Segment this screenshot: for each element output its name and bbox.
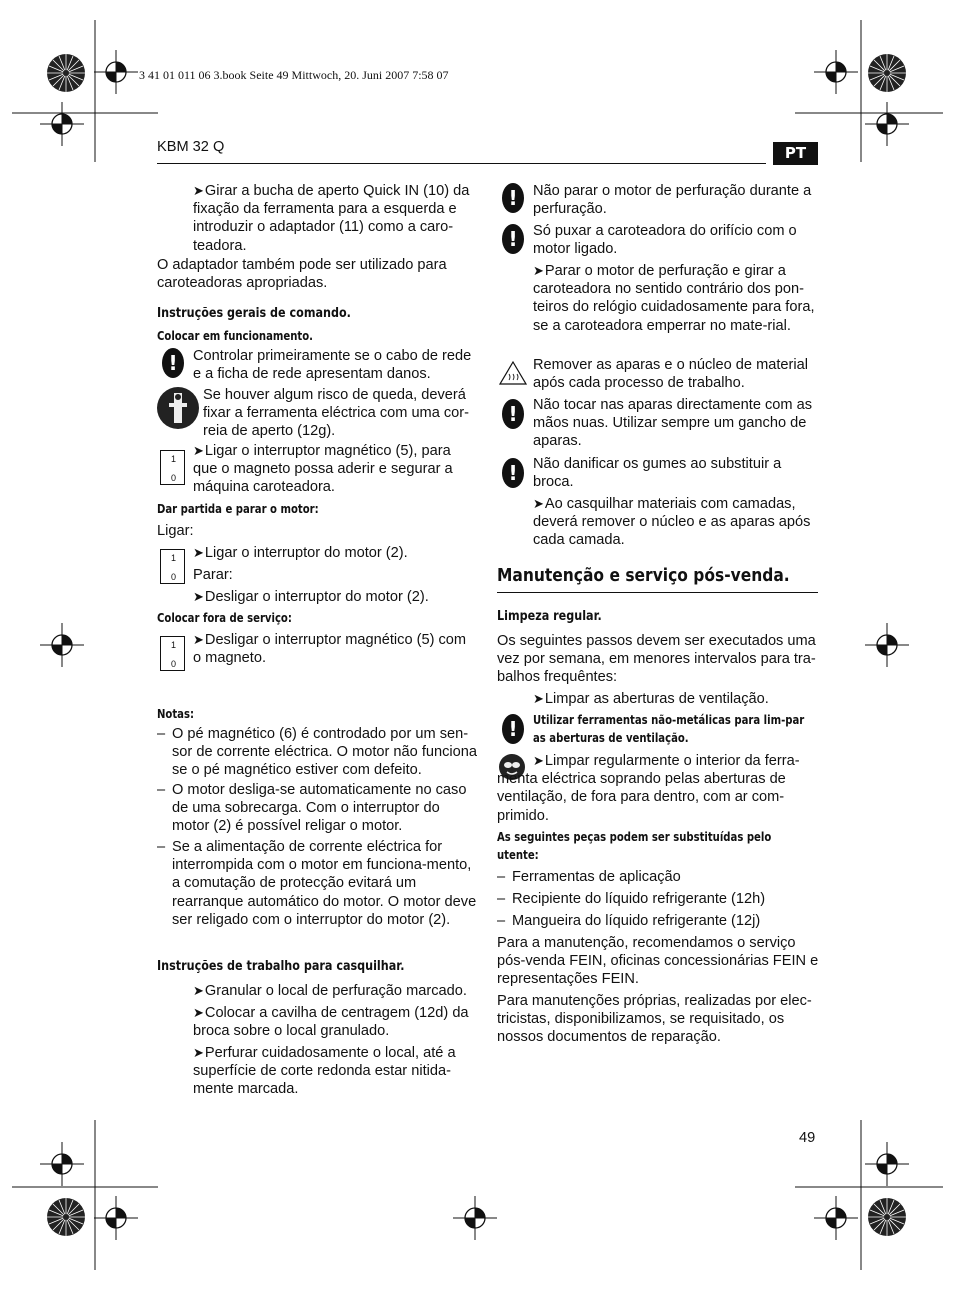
hot-remove-text: Remover as aparas e o núcleo de material após cada processo de trabalho.	[533, 357, 808, 392]
clean-intro: Os seguintes passos devem ser executados uma vez por semana, em menores intervalos para tra-balhos frequêntes:	[497, 633, 816, 686]
parts-item: – Mangueira do líquido refrigerante (12j)	[497, 913, 761, 929]
motor-off-step: ➤ Desligar o interruptor do motor (2).	[193, 588, 476, 606]
off-heading: Colocar fora de serviço:	[157, 611, 292, 625]
check-cable-text: Controlar primeiramente se o cabo de rede e a ficha de rede apresentam danos.	[193, 348, 472, 383]
work-step: ➤ Colocar a cavilha de centragem (12d) da broca sobre o local granulado.	[193, 1004, 478, 1040]
intro-step: ➤ Girar a bucha de aperto Quick IN (10) da fixação da ferramenta para a esquerda e introduzir o adaptador (11) como a caro-teadora.	[193, 182, 476, 255]
parar-label: Parar:	[193, 567, 233, 583]
language-badge: PT	[773, 142, 818, 165]
page-number: 49	[799, 1130, 816, 1146]
clean-air-text: ➤ Limpar regularmente o interior da ferra-menta eléctrica soprando pelas aberturas de ventilação, de fora para dentro, com ar com-primido.	[497, 752, 819, 825]
maintenance-rule	[497, 592, 818, 593]
warn-pull-text: Só puxar a caroteadora do orifício com o motor ligado.	[533, 223, 797, 258]
warning-icon: !	[502, 714, 524, 744]
general-heading: Instruções gerais de comando.	[157, 306, 351, 321]
header-rule	[157, 163, 766, 164]
maintenance-heading: Manutenção e serviço pós-venda.	[497, 565, 790, 586]
work-step: ➤ Granular o local de perfuração marcado.	[193, 982, 478, 1000]
clean-heading: Limpeza regular.	[497, 609, 602, 624]
clean-step: ➤ Limpar as aberturas de ventilação.	[533, 690, 818, 708]
magnet-on-step: ➤ Ligar o interruptor magnético (5), para que o magneto possa aderir e segurar a máquina caroteadora.	[193, 442, 476, 497]
parts-heading: As seguintes peças podem ser substituídas pelo utente:	[497, 830, 772, 862]
intro-note: O adaptador também pode ser utilizado para caroteadoras apropriadas.	[157, 257, 447, 292]
switch-icon: 1 0	[160, 450, 185, 485]
warning-icon: !	[502, 458, 524, 488]
notes-heading: Notas:	[157, 707, 195, 721]
warning-icon: !	[162, 348, 184, 378]
stop-motor-step: ➤ Parar o motor de perfuração e girar a caroteadora no sentido contrário dos pon-teiros do relógio cuidadosamente para fora, se a caroteadora emperrar no mate-rial.	[533, 262, 818, 335]
warning-icon: !	[502, 399, 524, 429]
ligar-label: Ligar:	[157, 523, 194, 539]
notes-item: – Se a alimentação de corrente eléctrica for interrompida com o motor em funciona-mento, a comutação de protecção evitará um rearranque automático do motor. O motor deve ser religado com o interruptor do motor (2).	[157, 839, 477, 928]
parts-item: – Ferramentas de aplicação	[497, 869, 681, 885]
switch-icon: 1 0	[160, 636, 185, 671]
motor-on-step: ➤ Ligar o interruptor do motor (2).	[193, 544, 476, 562]
switch-icon: 1 0	[160, 549, 185, 584]
layers-step: ➤ Ao casquilhar materiais com camadas, deverá remover o núcleo e as aparas após cada camada.	[533, 495, 818, 550]
hot-surface-icon	[499, 360, 527, 386]
warning-icon: !	[502, 183, 524, 213]
service-text: Para a manutenção, recomendamos o serviço pós-venda FEIN, oficinas concessionárias FEIN e representações FEIN.	[497, 935, 819, 988]
notes-item: – O motor desliga-se automaticamente no caso de uma sobrecarga. Com o interruptor do motor (2) é possível religar o motor.	[157, 782, 467, 835]
parts-item: – Recipiente do líquido refrigerante (12h)	[497, 891, 766, 907]
warning-icon: !	[502, 224, 524, 254]
work-heading: Instruções de trabalho para casquilhar.	[157, 959, 405, 974]
risk-fall-text: Se houver algum risco de queda, deverá fixar a ferramenta eléctrica com uma cor-reia de aperto (12g).	[203, 387, 470, 440]
work-step: ➤ Perfurar cuidadosamente o local, até a superfície de corte redonda estar nitida-mente marcada.	[193, 1044, 471, 1099]
warn-edges-text: Não danificar os gumes ao substituir a broca.	[533, 456, 782, 491]
notes-item: – O pé magnético (6) é controdado por um sen-sor de corrente eléctrica. O motor não funciona se o pé magnético estiver com defeito.	[157, 726, 478, 779]
motor-heading: Dar partida e parar o motor:	[157, 502, 319, 516]
service-text: Para manutenções próprias, realizadas por elec-tricistas, disponibilizamos, se requisitado, os nossos documentos de reparação.	[497, 993, 812, 1046]
warn-drilling-text: Não parar o motor de perfuração durante a perfuração.	[533, 183, 812, 218]
clean-warn-text: Utilizar ferramentas não-metálicas para lim-par as aberturas de ventilação.	[533, 713, 805, 745]
warn-touch-text: Não tocar nas aparas directamente com as mãos nuas. Utilizar sempre um gancho de aparas.	[533, 397, 813, 450]
start-heading: Colocar em funcionamento.	[157, 329, 313, 343]
model-title: KBM 32 Q	[157, 139, 225, 155]
belt-icon	[157, 387, 199, 429]
print-stamp: 3 41 01 011 06 3.book Seite 49 Mittwoch, 20. Juni 2007 7:58 07	[139, 68, 449, 82]
magnet-off-step: ➤ Desligar o interruptor magnético (5) com o magneto.	[193, 631, 468, 667]
